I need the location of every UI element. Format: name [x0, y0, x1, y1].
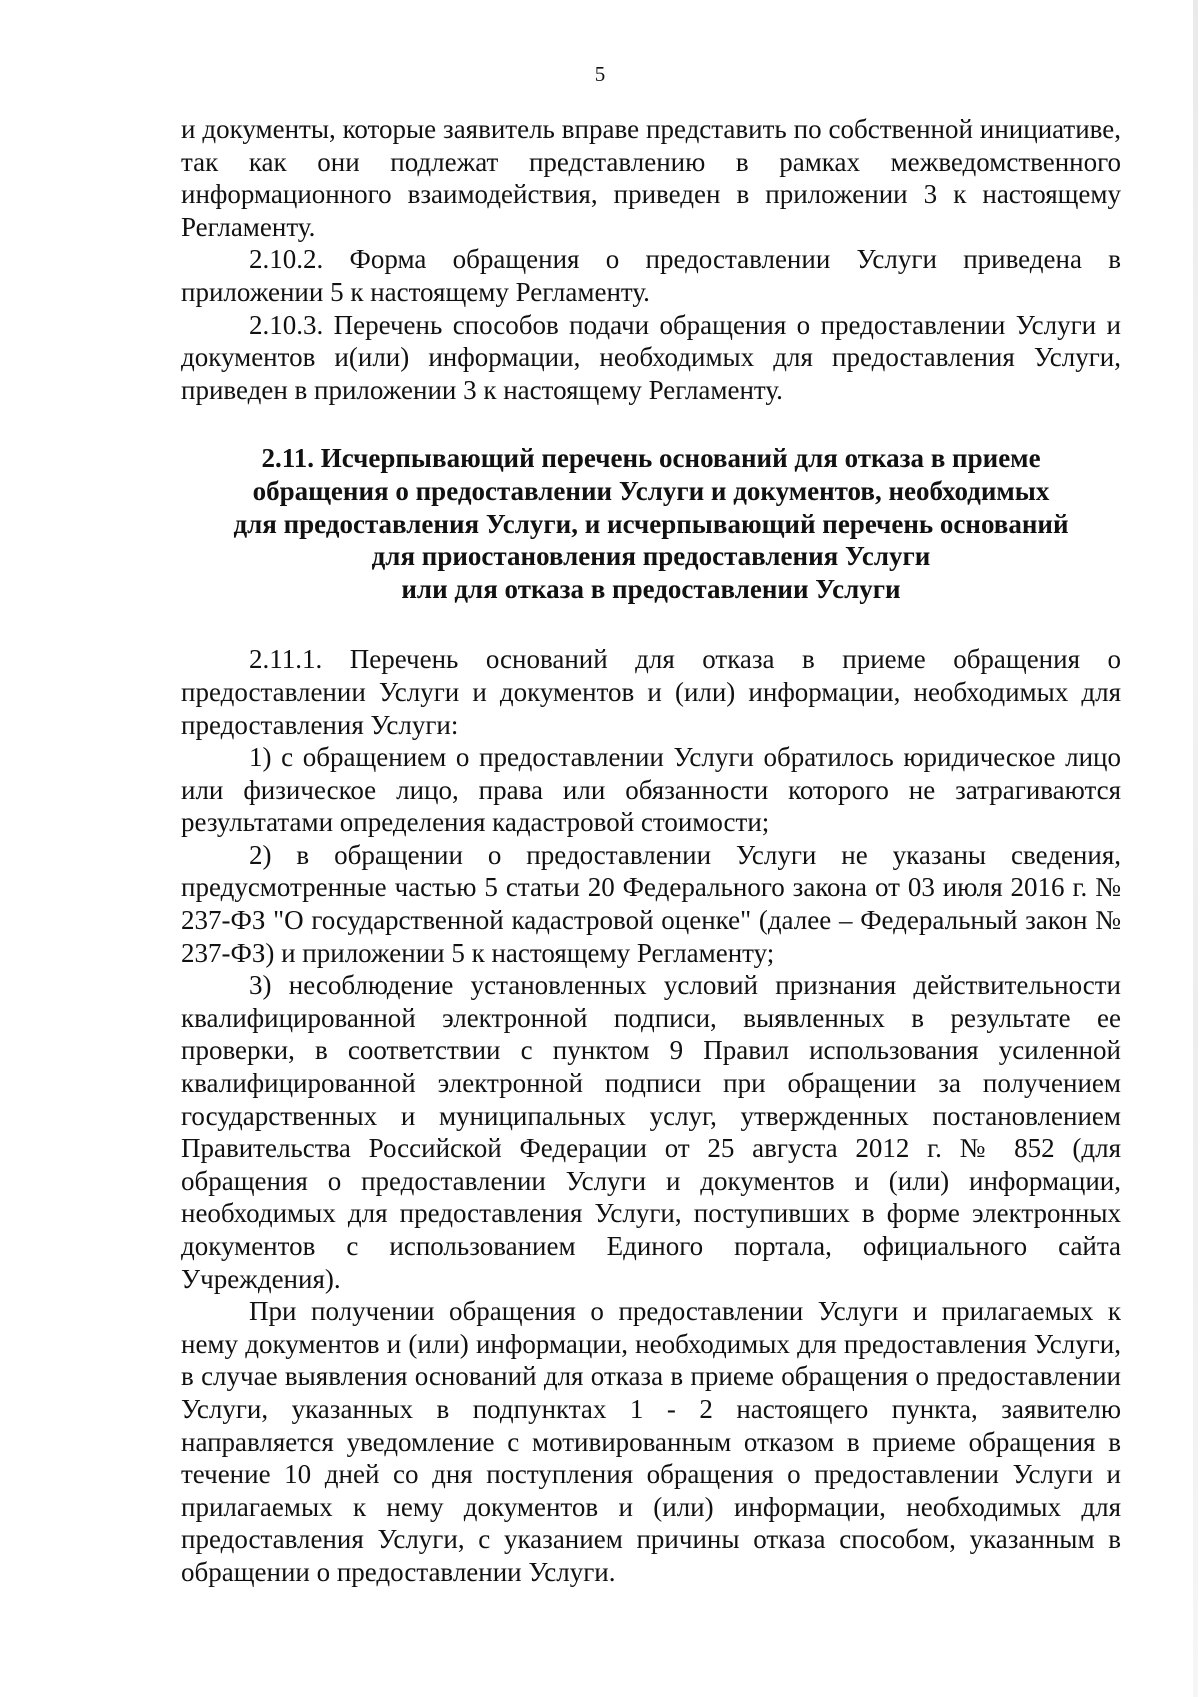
heading-line: или для отказа в предоставлении Услуги [401, 573, 901, 604]
page-number: 5 [594, 62, 606, 86]
list-item-1: 1) с обращением о предоставлении Услуги обратилось юридическое лицо или физическое лицо, права или обязанности которого не затрагиваются результатами определения кадастровой стоимости; [181, 742, 1121, 838]
paragraph-2-11-1: 2.11.1. Перечень оснований для отказа в приеме обращения о предоставлении Услуги и документов и (или) информации, необходимых для предоставления Услуги: [181, 644, 1121, 740]
heading-line: для предоставления Услуги, и исчерпывающий перечень оснований [233, 508, 1069, 539]
document-body [181, 113, 1121, 1589]
heading-line: для приостановления предоставления Услуги [371, 541, 931, 572]
section-heading-2-11 [181, 442, 1121, 605]
list-item-2: 2) в обращении о предоставлении Услуги не указаны сведения, предусмотренные частью 5 статьи 20 Федерального закона от 03 июля 2016 г. № 237-ФЗ "О государственной кадастровой оценке" (далее – Федеральный закон № 237-ФЗ) и приложении 5 к настоящему Регламенту; [181, 839, 1121, 968]
paragraph-documents-initiative: и документы, которые заявитель вправе представить по собственной инициативе, так как они подлежат представлению в рамках межведомственного информационного взаимодействия, приведен в приложении 3 к настоящему Регламенту. [181, 114, 1121, 242]
paragraph-2-10-3: 2.10.3. Перечень способов подачи обращения о предоставлении Услуги и документов и(или) информации, необходимых для предоставления Услуги, приведен в приложении 3 к настоящему Регламенту. [181, 309, 1121, 405]
paragraph-refusal-notice: При получении обращения о предоставлении Услуги и прилагаемых к нему документов и (или) информации, необходимых для предоставления Услуги, в случае выявления оснований для отказа в приеме обращения о предоставлении Услуги, указанных в подпунктах 1 - 2 настоящего пункта, заявителю направляется уведомление с мотивированным отказом в приеме обращения в течение 10 дней со дня поступления обращения о предоставлении Услуги и прилагаемых к нему документов и (или) информации, необходимых для предоставления Услуги, с указанием причины отказа способом, указанным в обращении о предоставлении Услуги. [181, 1296, 1121, 1587]
heading-line: обращения о предоставлении Услуги и документов, необходимых [252, 475, 1050, 506]
list-item-3: 3) несоблюдение установленных условий признания действительности квалифицированной электронной подписи, выявленных в результате ее проверки, в соответствии с пунктом 9 Правил использования усиленной квалифицированной электронной подписи при обращении за получением государственных и муниципальных услуг, утвержденных постановлением Правительства Российской Федерации от 25 августа 2012 г. № 852 (для обращения о предоставлении Услуги и документов и (или) информации, необходимых для предоставления Услуги, поступивших в форме электронных документов с использованием Единого портала, официального сайта Учреждения). [181, 970, 1121, 1294]
heading-line: 2.11. Исчерпывающий перечень оснований для отказа в приеме [261, 443, 1041, 474]
scan-edge-mark [1193, 0, 1198, 1697]
paragraph-2-10-2: 2.10.2. Форма обращения о предоставлении Услуги приведена в приложении 5 к настоящему Регламенту. [181, 244, 1121, 307]
